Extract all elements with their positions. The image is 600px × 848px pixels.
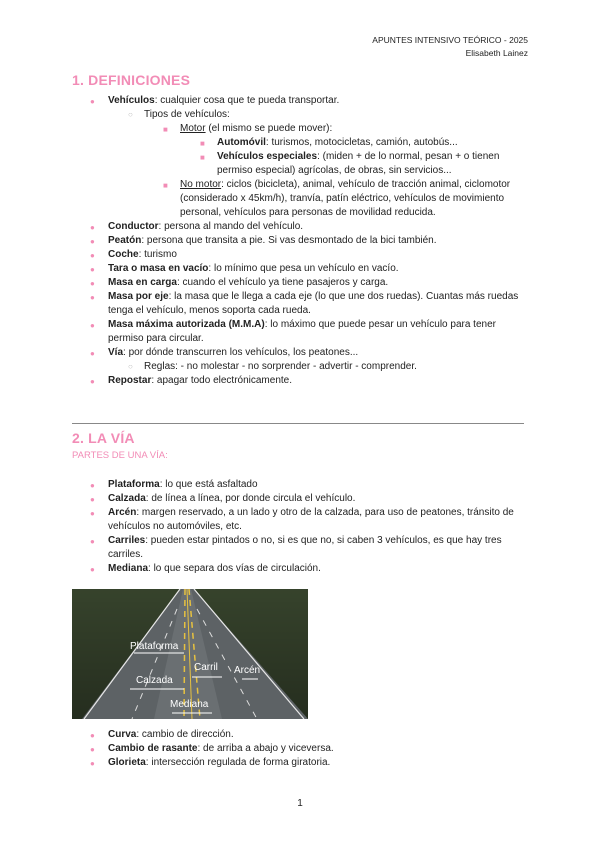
section-title-la-via: 2. LA VÍA [72, 430, 135, 446]
section-divider [72, 423, 524, 424]
bullet-icon: ● [90, 509, 95, 518]
bullet-icon: ● [90, 481, 95, 490]
bullet-icon: ● [90, 223, 95, 232]
bullet-icon: ● [90, 321, 95, 330]
list-item: ● Vía: por dónde transcurren los vehículos, los peatones... [72, 346, 532, 360]
label-arcen: Arcén [234, 665, 261, 676]
page-number: 1 [297, 798, 303, 809]
label-carril: Carril [194, 662, 218, 673]
list-item: ● Glorieta: intersección regulada de forma giratoria. [72, 756, 532, 770]
section-title-definiciones: 1. DEFINICIONES [72, 72, 191, 88]
list-item: ○ Reglas: - no molestar - no sorprender - advertir - comprender. [128, 361, 417, 372]
section-subtitle: PARTES DE UNA VÍA: [72, 450, 168, 461]
label-plataforma: Plataforma [130, 641, 179, 652]
bullet-icon: ● [90, 537, 95, 546]
list-item: ● Coche: turismo [72, 248, 532, 262]
road-features-list [72, 728, 532, 770]
list-item: ● Carriles: pueden estar pintados o no, si es que no, si caben 3 vehículos, es que hay tres carriles. [90, 535, 502, 560]
list-item: ● Tara o masa en vacío: lo mínimo que pesa un vehículo en vacío. [72, 262, 532, 276]
bullet-icon: ● [90, 265, 95, 274]
bullet-icon: ● [90, 349, 95, 358]
list-item: ● Arcén: margen reservado, a un lado y otro de la calzada, para uso de peatones, tránsito de vehículos no automóviles, etc. [90, 507, 514, 532]
list-item: ● Masa máxima autorizada (M.M.A): lo máximo que puede pesar un vehículo para tener permiso para circular. [90, 319, 496, 344]
bullet-icon: ● [90, 97, 95, 106]
bullet-icon: ■ [163, 181, 168, 190]
bullet-icon: ● [90, 293, 95, 302]
road-diagram-image [72, 589, 308, 719]
bullet-icon: ● [90, 745, 95, 754]
bullet-icon: ■ [200, 153, 205, 162]
list-item: ● Calzada: de línea a línea, por donde circula el vehículo. [72, 492, 532, 506]
bullet-icon: ● [90, 279, 95, 288]
list-item: ● Plataforma: lo que está asfaltado [72, 478, 532, 492]
list-item: ● Conductor: persona al mando del vehículo. [72, 220, 532, 234]
bullet-icon: ● [90, 731, 95, 740]
header-author: Elisabeth Lainez [465, 48, 528, 58]
list-item: ● Cambio de rasante: de arriba a abajo y viceversa. [72, 742, 532, 756]
list-item: ■ No motor: ciclos (bicicleta), animal, vehículo de tracción animal, ciclomotor (considerado x 45km/h), tranvía, patín eléctrico, vehículos de movimiento personal, vehículos para personas de movilidad reducida. [163, 179, 511, 218]
list-item: ● Vehículos: cualquier cosa que te pueda transportar. [72, 94, 532, 108]
list-item: ■ Motor (el mismo se puede mover): [72, 122, 532, 136]
bullet-icon: ● [90, 495, 95, 504]
bullet-icon: ● [90, 377, 95, 386]
bullet-icon: ● [90, 237, 95, 246]
bullet-icon: ■ [200, 139, 205, 148]
list-item: ● Peatón: persona que transita a pie. Si vas desmontado de la bici también. [72, 234, 532, 248]
page-header [372, 34, 528, 60]
bullet-icon: ● [90, 565, 95, 574]
list-item: ○ Tipos de vehículos: [128, 109, 230, 120]
label-mediana: Mediana [170, 699, 209, 710]
bullet-icon: ○ [128, 110, 133, 119]
label-calzada: Calzada [136, 675, 173, 686]
list-item: ● Mediana: lo que separa dos vías de circulación. [72, 562, 532, 576]
list-item: ● Masa por eje: la masa que le llega a cada eje (lo que une dos ruedas). Cuantas más ruedas tenga el vehículo, menos soporta cada rueda. [90, 291, 519, 316]
list-item: ■ Vehículos especiales: (miden + de lo normal, pesan + o tienen permiso especial) agrícolas, de obras, sin servicios... [200, 151, 500, 176]
list-item: ● Masa en carga: cuando el vehículo ya tiene pasajeros y carga. [72, 276, 532, 290]
road-illustration [72, 589, 308, 719]
bullet-icon: ○ [128, 362, 133, 371]
bullet-icon: ● [90, 251, 95, 260]
bullet-icon: ■ [163, 125, 168, 134]
list-item: ● Curva: cambio de dirección. [72, 728, 532, 742]
header-title: APUNTES INTENSIVO TEÓRICO - 2025 [372, 35, 528, 45]
partes-via-list [72, 478, 532, 576]
list-item: ■ Automóvil: turismos, motocicletas, camión, autobús... [72, 136, 532, 150]
list-item: ● Repostar: apagar todo electrónicamente. [72, 374, 532, 388]
bullet-icon: ● [90, 759, 95, 768]
definiciones-list [72, 94, 532, 388]
